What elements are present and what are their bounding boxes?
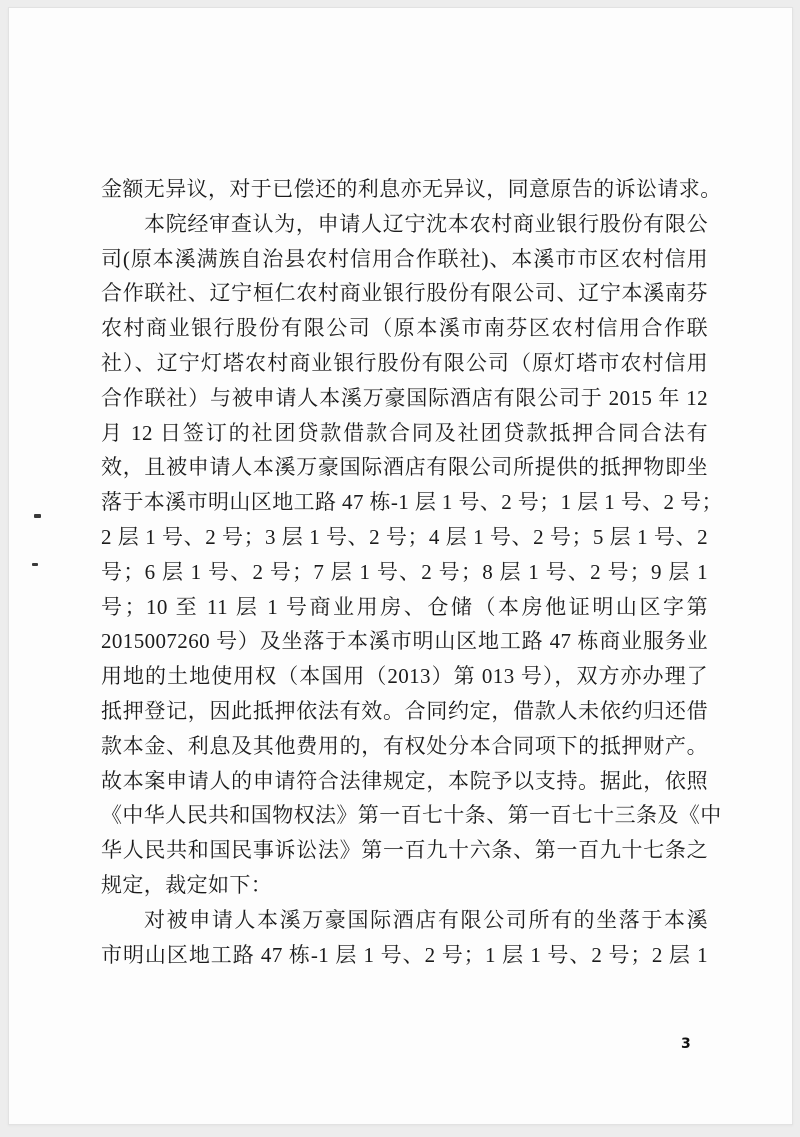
text-line: 款本金、利息及其他费用的，有权处分本合同项下的抵押财产。 bbox=[101, 733, 708, 758]
scan-artifact-dash-1 bbox=[34, 514, 41, 518]
text-line: 号；10 至 11 层 1 号商业用房、仓储（本房他证明山区字第 bbox=[101, 594, 708, 619]
text-line: 2015007260 号）及坐落于本溪市明山区地工路 47 栋商业服务业 bbox=[101, 629, 708, 654]
text-line: 司(原本溪满族自治县农村信用合作联社)、本溪市市区农村信用 bbox=[101, 246, 708, 271]
text-line: 金额无异议，对于已偿还的利息亦无异议，同意原告的诉讼请求。 bbox=[101, 177, 722, 201]
text-line: 用地的土地使用权（本国用（2013）第 013 号），双方亦办理了 bbox=[101, 664, 708, 689]
text-line: 《中华人民共和国物权法》第一百七十条、第一百七十三条及《中 bbox=[101, 803, 722, 828]
text-line: 效，且被申请人本溪万豪国际酒店有限公司所提供的抵押物即坐 bbox=[101, 455, 708, 480]
ruling-text-block bbox=[101, 172, 723, 972]
document-page bbox=[8, 7, 793, 1125]
text-line: 月 12 日签订的社团贷款借款合同及社团贷款抵押合同合法有 bbox=[101, 420, 708, 445]
text-line: 故本案申请人的申请符合法律规定，本院予以支持。据此，依照 bbox=[101, 768, 708, 793]
text-line: 农村商业银行股份有限公司（原本溪市南芬区农村信用合作联 bbox=[101, 316, 708, 341]
text-line: 2 层 1 号、2 号；3 层 1 号、2 号；4 层 1 号、2 号；5 层 1 号、2 bbox=[101, 524, 708, 549]
text-line: 号；6 层 1 号、2 号；7 层 1 号、2 号；8 层 1 号、2 号；9 层 1 bbox=[101, 559, 708, 584]
text-line: 本院经审查认为，申请人辽宁沈本农村商业银行股份有限公 bbox=[144, 211, 708, 236]
text-line: 规定，裁定如下： bbox=[101, 872, 273, 897]
text-line: 华人民共和国民事诉讼法》第一百九十六条、第一百九十七条之 bbox=[101, 838, 708, 863]
text-line: 合作联社）与被申请人本溪万豪国际酒店有限公司于 2015 年 12 bbox=[101, 385, 708, 410]
text-line: 抵押登记，因此抵押依法有效。合同约定，借款人未依约归还借 bbox=[101, 698, 708, 723]
text-line: 对被申请人本溪万豪国际酒店有限公司所有的坐落于本溪 bbox=[144, 907, 708, 932]
scan-artifact-dash-2 bbox=[32, 563, 38, 566]
text-line: 社）、辽宁灯塔农村商业银行股份有限公司（原灯塔市农村信用 bbox=[101, 350, 708, 375]
text-line: 落于本溪市明山区地工路 47 栋-1 层 1 号、2 号；1 层 1 号、2 号； bbox=[101, 490, 723, 515]
text-line: 市明山区地工路 47 栋-1 层 1 号、2 号；1 层 1 号、2 号；2 层 1 bbox=[101, 942, 708, 967]
text-line: 合作联社、辽宁桓仁农村商业银行股份有限公司、辽宁本溪南芬 bbox=[101, 281, 708, 306]
page-number: 3 bbox=[681, 1036, 691, 1052]
